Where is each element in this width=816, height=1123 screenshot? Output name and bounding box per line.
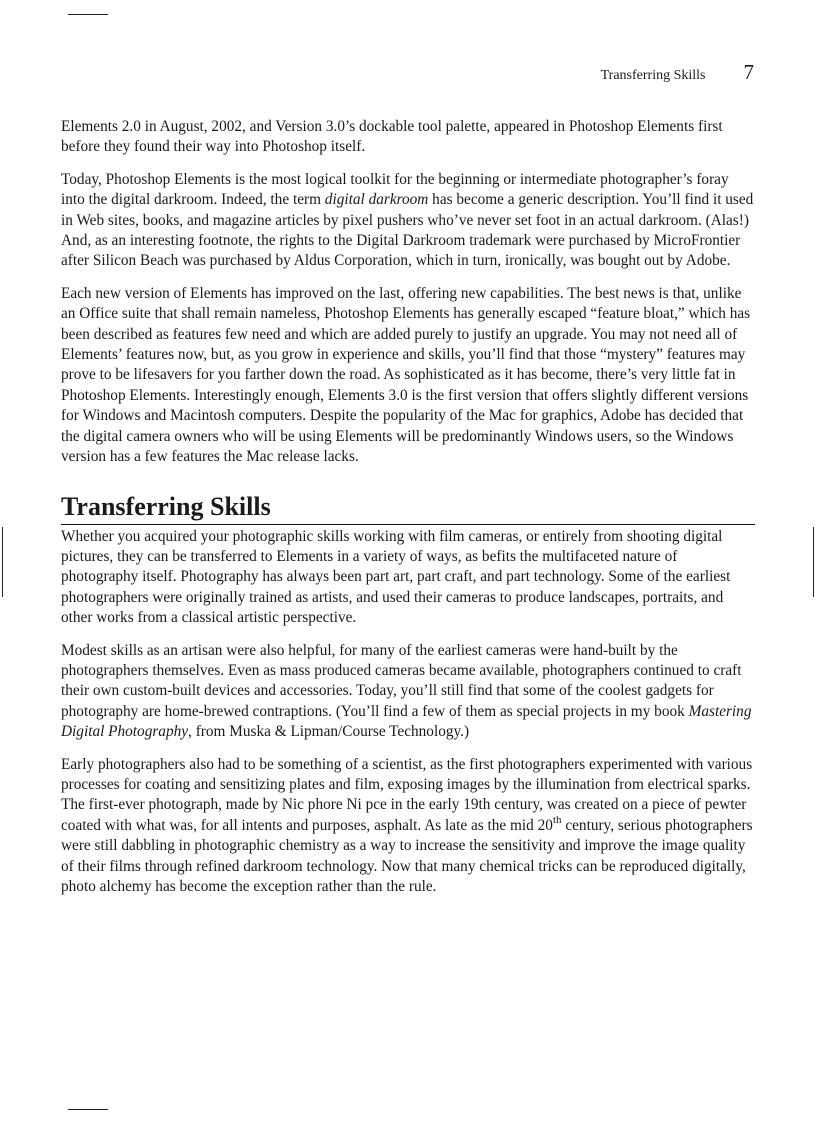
crop-mark-top — [68, 14, 108, 15]
paragraph: Today, Photoshop Elements is the most logical toolkit for the beginning or intermediate photographer’s foray into the digital darkroom. Indeed, the term digital darkroom has become a generic description. You’ll find it used in Web sites, books, and magazine articles by pixel pushers who’ve never set foot in an actual darkroom. (Alas!) And, as an interesting footnote, the rights to the Digital Darkroom trademark were purchased by MicroFrontier after Silicon Beach was purchased by Aldus Corporation, which in turn, ironically, was bought out by Adobe. — [61, 170, 754, 270]
page-body — [61, 117, 755, 909]
running-title: Transferring Skills — [600, 68, 706, 83]
paragraph: Whether you acquired your photographic skills working with film cameras, or entirely from shooting digital pictures, they can be transferred to Elements in a variety of ways, as befits the multifaceted nature of photography itself. Photography has always been part art, part craft, and part technology. Some of the earliest photographers were originally trained as artists, and used their cameras to produce landscapes, portraits, and other works from a classical artistic perspective. — [61, 527, 731, 627]
crop-mark-right — [813, 527, 814, 597]
running-header — [601, 60, 754, 85]
paragraph: Modest skills as an artisan were also helpful, for many of the earliest cameras were hand-built by the photographers themselves. Even as mass produced cameras became available, photographers continued to craft their own custom-built devices and accessories. Today, you’ll still find that some of the coolest gadgets for photography are home-brewed contraptions. (You’ll find a few of them as special projects in my book Mastering Digital Photography, from Muska & Lipman/Course Technology.) — [61, 641, 752, 741]
paragraph: Elements 2.0 in August, 2002, and Version 3.0’s dockable tool palette, appeared in Photoshop Elements first before they found their way into Photoshop itself. — [61, 118, 723, 156]
crop-mark-left — [2, 527, 3, 597]
emphasis-term: digital darkroom — [324, 191, 429, 209]
page-number: 7 — [743, 60, 754, 84]
book-title: Mastering Digital Photography — [61, 702, 752, 741]
paragraph: Each new version of Elements has improved on the last, offering new capabilities. The best news is that, unlike an Office suite that shall remain nameless, Photoshop Elements has generally escaped “feature bloat,” which has been described as features few need and which are added purely to justify an upgrade. You may not need all of Elements’ features now, but, as you grow in experience and skills, you’ll find that those “mystery” features may prove to be lifesavers for you farther down the road. As sophisticated as it has become, there’s very little fat in Photoshop Elements. Interestingly enough, Elements 3.0 is the first version that offers slightly different versions for Windows and Macintosh computers. Despite the popularity of the Mac for graphics, Adobe has decided that the digital camera owners who will be using Elements will be predominantly Windows users, so the Windows version has a few features the Mac release lacks. — [61, 284, 751, 466]
paragraph: Early photographers also had to be something of a scientist, as the first photographers experimented with various processes for coating and sensitizing plates and film, exposing images by the illumination from electrical sparks. The first-ever photograph, made by Nic phore Ni pce in the early 19th century, was created on a piece of pewter coated with what was, for all intents and purposes, asphalt. As late as the mid 20th century, serious photographers were still dabbling in photographic chemistry as a way to increase the sensitivity and improve the image quality of their films through refined darkroom technology. Now that many chemical tricks can be reproduced digitally, photo alchemy has become the exception rather than the rule. — [61, 755, 753, 895]
section-heading: Transferring Skills — [61, 491, 755, 525]
superscript: th — [552, 813, 562, 826]
crop-mark-bottom — [68, 1109, 108, 1110]
